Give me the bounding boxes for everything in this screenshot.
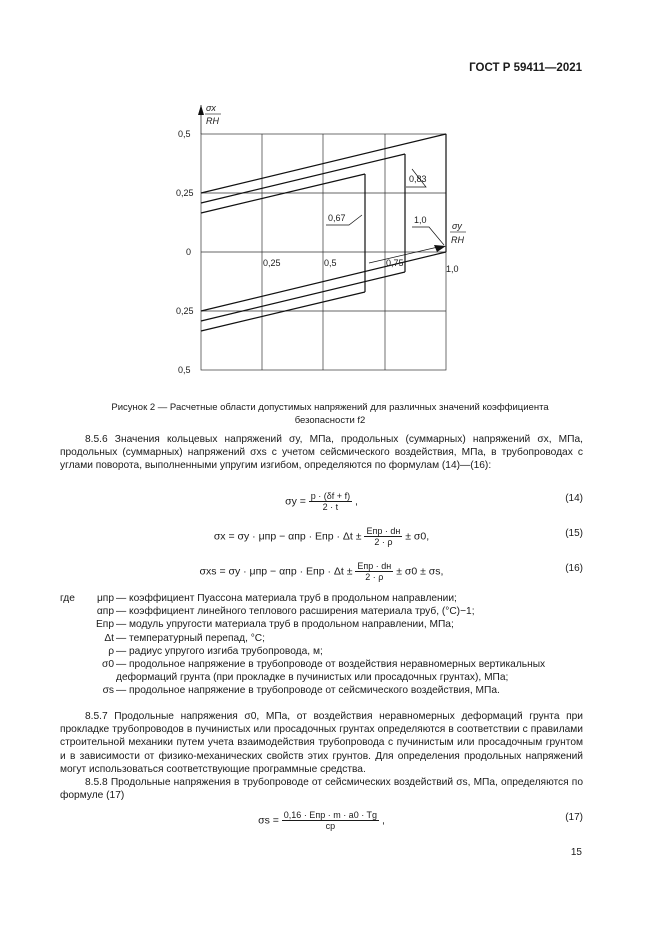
figure-caption — [80, 401, 580, 427]
definition-text: — продольное напряжение в трубопроводе от воздействия неравномерных вертикальных деформаций грунта (при прокладке в пучинистых или просадочных грунтах), МПа; — [116, 659, 546, 684]
formula-16-number: (16) — [565, 563, 583, 574]
formula-16-denominator: 2 · ρ — [365, 572, 384, 582]
definition-text: — коэффициент линейного теплового расширения материала труб, (°С)−1; — [116, 606, 475, 618]
definition-text: — модуль упругости материала труб в продольном направлении, МПа; — [116, 619, 454, 631]
region-067-top — [201, 174, 365, 213]
definition-symbol: σs — [102, 685, 114, 697]
curve-label-067: 0,67 — [328, 213, 346, 223]
formula-15-number: (15) — [565, 528, 583, 539]
definition-symbol: μпр — [96, 593, 114, 604]
definition-text: — радиус упругого изгиба трубопровода, м; — [116, 645, 323, 657]
formula-17-denominator: cp — [325, 821, 336, 831]
x-tick: 1,0 — [446, 264, 459, 274]
x-tick: 0,25 — [263, 258, 281, 268]
paragraph-8-5-6: 8.5.6 Значения кольцевых напряжений σy, МПа, продольных (суммарных) напряжений σx, МПа, продольных (суммарных) напряжений σxs с учетом сейсмического воздействия, МПа, в трубопроводах с углами поворота, выполненными упругим изгибом, определяются по формулам (14)—(16): — [60, 434, 583, 472]
formula-14-fraction — [309, 491, 352, 512]
plot-grid — [201, 134, 446, 370]
page-number: 15 — [570, 847, 582, 858]
paragraph-8-5-7: 8.5.7 Продольные напряжения σ0, МПа, от воздействия неравномерных деформаций грунта при прокладке трубопроводов в пучинистых или просадочных грунтах определяются в соответствии с правилами строительной механики путем учета взаимодействия трубопровода с пучинистым или просадочным грунтом и в зависимости от физико-механических свойств этих грунтов. Для определения продольных напряжений могут использоваться соответствующие программные средства. — [60, 711, 583, 775]
paragraph-8-5-8: 8.5.8 Продольные напряжения в трубопроводе от сейсмических воздействий σs, МПа, определяются по формуле (17) — [60, 777, 583, 802]
definition-symbol: Δt — [104, 632, 114, 644]
y-tick: 0,5 — [178, 129, 191, 139]
definition-text: — температурный перепад, °С; — [116, 632, 265, 644]
formula-15-denominator: 2 · ρ — [374, 537, 393, 547]
formula-16-numerator: Eпр · dн — [357, 561, 392, 571]
definition-symbol: αпр — [96, 606, 114, 618]
formula-17 — [60, 806, 583, 830]
formula-17-left: σs = — [258, 814, 279, 827]
symbol-definitions — [60, 592, 583, 698]
formula-14-numerator: p · (δf + f) — [310, 491, 351, 501]
curve-label-083: 0,83 — [409, 174, 427, 184]
formula-17-numerator: 0,16 · Eпр · m · a0 · Tg — [283, 810, 378, 820]
definition-row — [60, 658, 583, 684]
caption-line-1: Рисунок 2 — Расчетные области допустимых напряжений для различных значений коэффициента — [111, 402, 549, 413]
formula-17-tail: , — [381, 814, 385, 827]
region-lines — [201, 134, 446, 331]
definition-text: — коэффициент Пуассона материала труб в продольном направлении; — [116, 593, 457, 604]
definition-row — [60, 645, 583, 658]
definition-symbol: σ0 — [102, 659, 114, 671]
stress-region-plot — [176, 105, 466, 385]
region-083-bottom — [201, 272, 405, 321]
document-id: ГОСТ Р 59411—2021 — [469, 62, 582, 74]
formula-14-denominator: 2 · t — [322, 502, 339, 512]
region-067-bottom — [201, 292, 365, 331]
x-tick: 0,5 — [324, 258, 337, 268]
formula-15-fraction — [364, 526, 402, 547]
x-tick: 0,75 — [386, 258, 404, 268]
formula-16-left: σxs = σy · μпр − αпр · Eпр · Δt ± — [199, 565, 353, 578]
y-arrow-head — [198, 105, 204, 115]
y-tick: 0,25 — [176, 306, 194, 316]
y-tick: 0,5 — [178, 365, 191, 375]
formula-14-left: σy = — [285, 495, 306, 508]
definition-symbol: ρ — [108, 645, 114, 657]
definition-row — [60, 684, 583, 697]
leader-10 — [412, 227, 444, 245]
definition-row — [60, 592, 583, 605]
x-axis-label-top: σy — [452, 221, 462, 231]
y-tick: 0 — [186, 247, 192, 257]
formula-16-fraction — [355, 561, 393, 582]
x-axis-label-bottom: RН — [451, 235, 464, 245]
definition-symbol: Eпр — [96, 619, 114, 631]
formula-16-tail: ± σ0 ± σs, — [396, 565, 444, 578]
formula-14-number: (14) — [565, 493, 583, 504]
y-tick: 0,25 — [176, 188, 194, 198]
definition-row — [60, 618, 583, 631]
caption-line-2: безопасности f2 — [294, 415, 366, 426]
stress-region-figure — [176, 105, 466, 385]
formula-17-fraction — [282, 810, 379, 831]
formula-17-number: (17) — [565, 812, 583, 823]
curve-label-10: 1,0 — [414, 215, 427, 225]
formula-15-left: σx = σy · μпр − αпр · Eпр · Δt ± — [213, 530, 362, 543]
definition-text: — продольное напряжение в трубопроводе от сейсмического воздействия, МПа. — [116, 685, 500, 697]
formula-15-tail: ± σ0, — [405, 530, 430, 543]
formula-15 — [60, 522, 583, 546]
formula-14 — [60, 487, 583, 511]
x-arrow-head — [434, 245, 446, 252]
formula-15-numerator: Eпр · dн — [366, 526, 401, 536]
formula-14-tail: , — [354, 495, 358, 508]
region-083-top — [201, 154, 405, 203]
y-axis-label-bottom: RН — [206, 116, 219, 126]
definitions-intro: где — [60, 593, 75, 604]
y-axis-label-top: σx — [206, 105, 216, 113]
definition-row — [60, 632, 583, 645]
formula-16 — [60, 557, 583, 581]
definition-row — [60, 605, 583, 618]
